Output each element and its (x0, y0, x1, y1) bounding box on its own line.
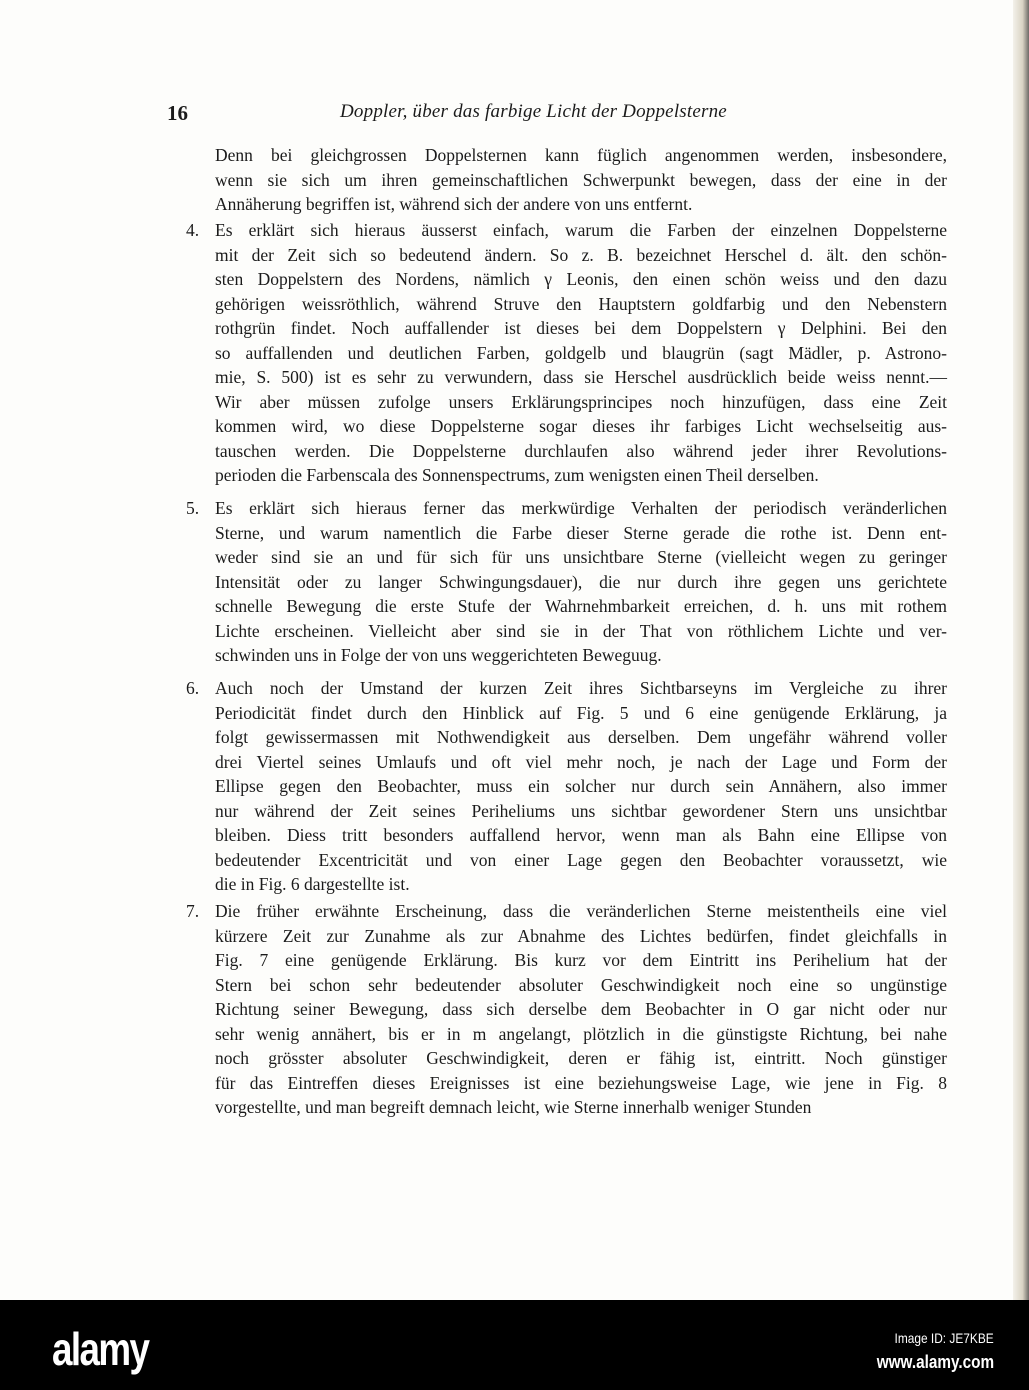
text-line: Stern bei schon sehr bedeutender absoluter Geschwindigkeit noch eine so ungünstige (215, 974, 947, 995)
text-line: Annäherung begriffen ist, während sich der andere von uns entfernt. (215, 194, 693, 214)
text-line: Ellipse gegen den Beobachter, muss ein solcher nur durch sein Annähern, also immer (215, 776, 947, 796)
text-line: Richtung seiner Bewegung, dass sich derselbe dem Beobachter in O gar nicht oder nur (215, 999, 947, 1019)
text-line: Es erklärt sich hieraus ferner das merkwürdige Verhalten der periodisch veränderlichen (215, 498, 947, 518)
paragraph-number: 7. (186, 901, 200, 921)
text-line: noch grösster absoluter Geschwindigkeit, deren er fähig ist, eintritt. Noch günstiger (215, 1048, 947, 1068)
text-line: Denn bei gleichgrossen Doppelsternen kann füglich angenommen werden, insbesondere, (215, 145, 947, 165)
text-line: Lichte erscheinen. Vielleicht aber sind sie in der That von röthlichem Lichte und ver- (215, 620, 947, 641)
text-line: Wir aber müssen zufolge unsers Erklärungsprincipes noch hinzufügen, dass eine Zeit (215, 391, 947, 412)
paragraph-number: 5. (186, 498, 200, 518)
text-line: für das Eintreffen dieses Ereignisses ist eine beziehungsweise Lage, wie jene in Fig. 8 (215, 1072, 947, 1093)
text-line: so auffallenden und deutlichen Farben, goldgelb und blaugrün (sagt Mädler, p. Astrono- (215, 342, 947, 363)
text-line: sehr wenig annähert, bis er in m angelangt, plötzlich in die günstigste Richtung, bei nahe (215, 1023, 947, 1044)
text-line: sten Doppelstern des Nordens, nämlich γ Leonis, den einen schön weiss und den dazu (215, 269, 947, 289)
text-line: bedeutender Excentricität und von einer Lage gegen den Beobachter voraussetzt, wie (215, 849, 947, 870)
text-line: Die früher erwähnte Erscheinung, dass die veränderlichen Sterne meistentheils eine viel (215, 901, 947, 921)
text-line: folgt gewissermassen mit Nothwendigkeit aus derselben. Dem ungefähr während voller (215, 727, 947, 747)
text-line: wenn sie sich um ihren gemeinschaftlichen Schwerpunkt bewegen, dass der eine in der (215, 169, 947, 190)
running-head: Doppler, über das farbige Licht der Doppelsterne (340, 101, 727, 122)
text-line: gehörigen weissröthlich, während Struve den Hauptstern goldfarbig und den Nebenstern (215, 293, 947, 314)
paragraph-number: 4. (186, 220, 200, 240)
text-line: schwinden uns in Folge der von uns weggerichteten Beweguug. (215, 645, 662, 665)
text-line: kommen wird, wo diese Doppelsterne sogar dieses ihr farbiges Licht wechselseitig aus- (215, 416, 947, 436)
page-edge-shadow (1013, 0, 1029, 1300)
page-number: 16 (167, 101, 188, 125)
text-line: mie, S. 500) ist es sehr zu verwundern, dass sie Herschel ausdrücklich beide weiss nennt.— (215, 367, 947, 387)
text-line: tauschen werden. Die Doppelsterne durchlaufen also während jeder ihrer Revolutions- (215, 440, 947, 461)
image-id: Image ID: JE7KBE (894, 1330, 994, 1346)
text-line: Fig. 7 eine genügende Erklärung. Bis kurz vor dem Eintritt ins Perihelium hat der (215, 950, 947, 970)
text-line: rothgrün findet. Noch auffallender ist dieses bei dem Doppelstern γ Delphini. Bei den (215, 318, 947, 338)
watermark-footer (0, 1300, 1029, 1390)
text-line: kürzere Zeit zur Zunahme als zur Abnahme des Lichtes bedürfen, findet gleichfalls in (215, 925, 947, 946)
text-line: schnelle Bewegung die erste Stufe der Wahrnehmbarkeit erreichen, d. h. uns mit rothem (215, 596, 947, 616)
alamy-logo: alamy (52, 1323, 149, 1375)
site-url: www.alamy.com (876, 1352, 994, 1372)
text-line: mit der Zeit sich so bedeutend ändern. So z. B. bezeichnet Herschel d. ält. den schön- (215, 244, 947, 265)
text-line: Intensität oder zu langer Schwingungsdauer), die nur durch ihre gegen uns gerichtete (215, 571, 947, 592)
text-line: perioden die Farbenscala des Sonnenspectrums, zum wenigsten einen Theil derselben. (215, 465, 819, 485)
text-line: drei Viertel seines Umlaufs und oft viel mehr noch, je nach der Lage und Form der (215, 751, 947, 772)
text-line: Sterne, und warum namentlich die Farbe dieser Sterne gerade die rothe ist. Denn ent- (215, 522, 947, 543)
text-line: Es erklärt sich hieraus äusserst einfach, warum die Farben der einzelnen Doppelsterne (215, 220, 947, 240)
text-line: nur während der Zeit seines Periheliums uns sichtbar gewordener Stern uns unsichtbar (215, 800, 947, 821)
text-line: Auch noch der Umstand der kurzen Zeit ihres Sichtbarseyns im Vergleiche zu ihrer (215, 678, 947, 698)
paragraph-number: 6. (186, 678, 200, 698)
text-line: bleiben. Diess tritt besonders auffallend hervor, wenn man als Bahn eine Ellipse von (215, 825, 947, 845)
text-line: die in Fig. 6 dargestellte ist. (215, 874, 410, 894)
text-line: Periodicität findet durch den Hinblick auf Fig. 5 und 6 eine genügende Erklärung, ja (215, 702, 947, 723)
text-line: weder sind sie an und für sich für uns unsichtbare Sterne (vielleicht wegen zu geringer (215, 547, 947, 567)
text-line: vorgestellte, und man begreift demnach leicht, wie Sterne innerhalb weniger Stunden (215, 1097, 812, 1117)
